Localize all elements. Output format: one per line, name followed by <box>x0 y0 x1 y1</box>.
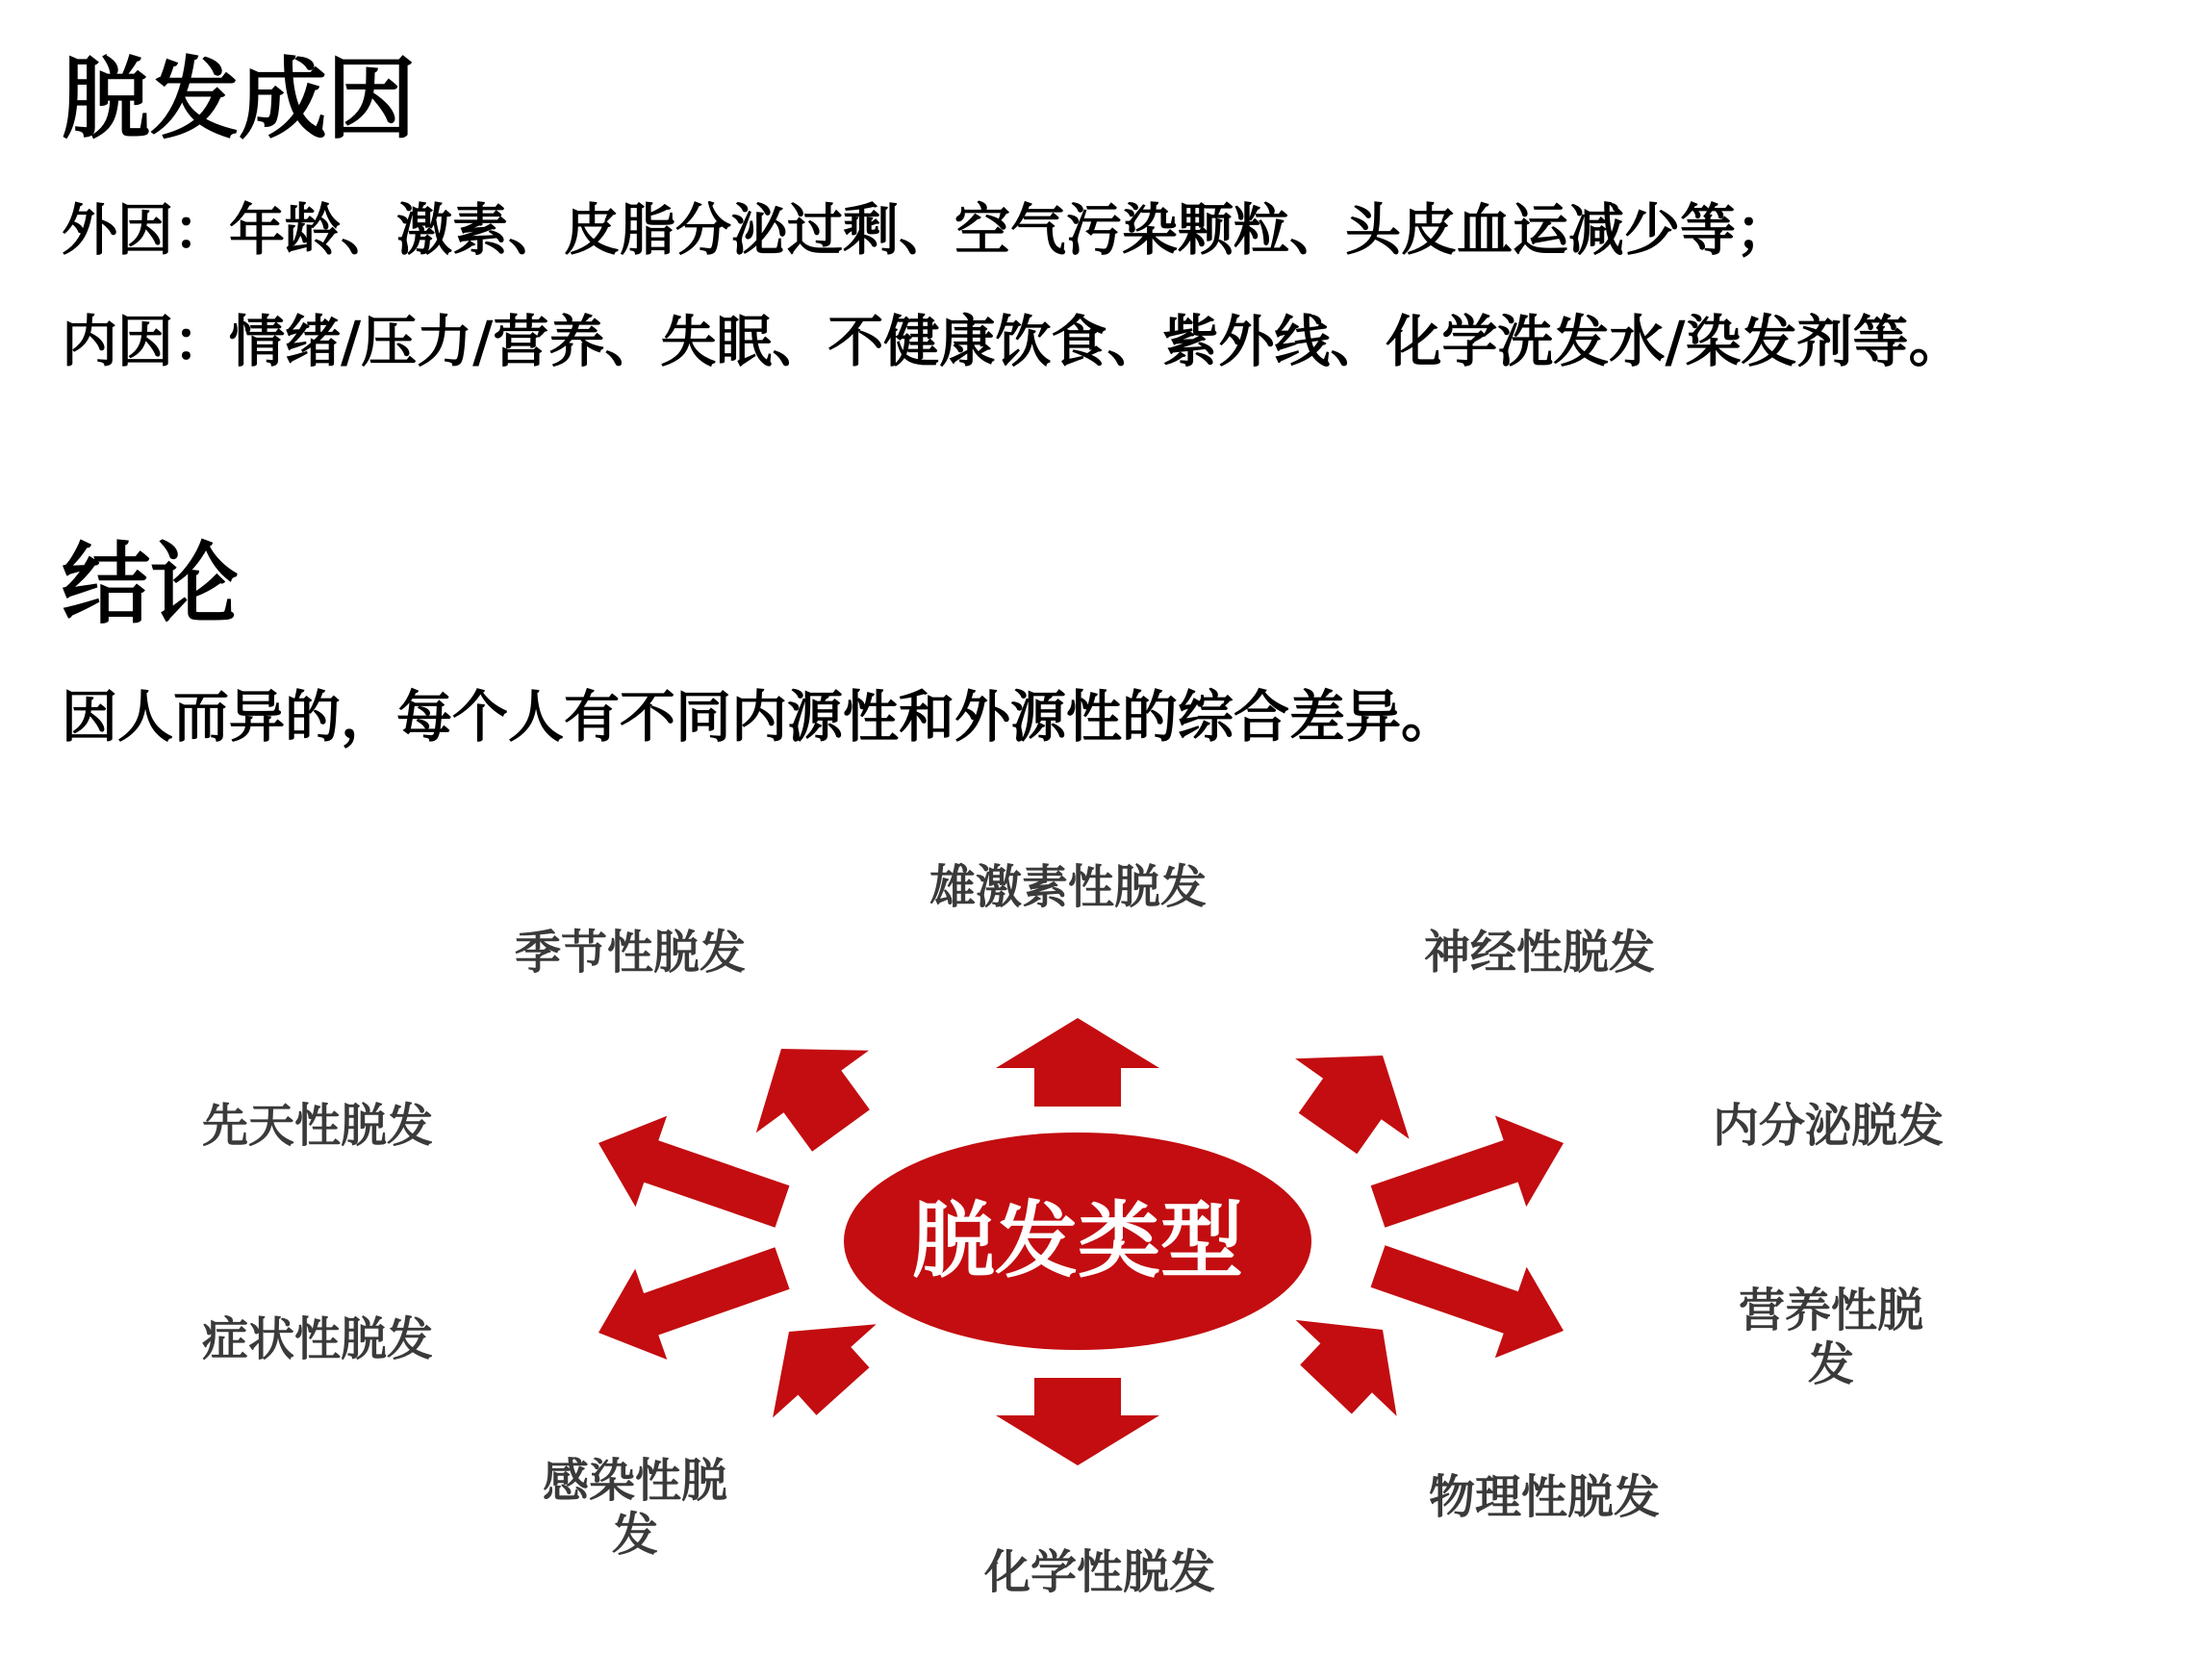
arrow-lower-left <box>773 1324 877 1417</box>
type-label-line: 先天性脱发 <box>201 1099 434 1153</box>
type-label-infectious <box>543 1454 727 1562</box>
type-label-seasonal <box>515 926 746 980</box>
type-label-line: 化学性脱发 <box>983 1545 1216 1599</box>
type-label-line: 物理性脱发 <box>1428 1470 1661 1524</box>
arrow-up <box>996 1018 1159 1107</box>
type-label-line: 神经性脱发 <box>1423 926 1656 980</box>
type-label-endocrine <box>1713 1099 1944 1153</box>
arrow-right-lower <box>1371 1245 1565 1358</box>
type-label-line: 季节性脱发 <box>514 926 747 980</box>
type-label-nutritional <box>1739 1284 1923 1391</box>
type-label-line: 症状性脱发 <box>201 1312 434 1366</box>
type-label-line: 营养性脱 <box>1738 1284 1924 1337</box>
type-label-androgenic <box>929 860 1207 914</box>
type-label-line: 雄激素性脱发 <box>929 860 1208 914</box>
external-causes-text: 外因：年龄、激素、皮脂分泌过剩、空气污染颗粒、头皮血运减少等； <box>62 197 1793 263</box>
arrow-right-upper <box>1371 1116 1564 1228</box>
arrow-down <box>996 1378 1159 1465</box>
causes-title: 脱发成因 <box>62 48 417 151</box>
arrow-left-upper <box>598 1116 790 1228</box>
conclusion-title: 结论 <box>62 533 240 636</box>
type-label-symptomatic <box>202 1312 433 1366</box>
type-label-physical <box>1429 1470 1660 1524</box>
type-label-line: 发 <box>611 1508 659 1562</box>
type-label-line: 发 <box>1807 1337 1855 1391</box>
arrow-upper-right <box>1295 1056 1410 1154</box>
arrow-upper-left <box>756 1049 870 1152</box>
type-label-neurogenic <box>1424 926 1655 980</box>
internal-causes-text: 内因：情绪/压力/营养、失眠、不健康饮食、紫外线、化学洗发水/染发剂等。 <box>62 309 1965 374</box>
arrow-lower-right <box>1296 1320 1397 1416</box>
conclusion-text: 因人而异的，每个人有不同内源性和外源性的综合差异。 <box>62 684 1458 750</box>
type-label-congenital <box>202 1099 433 1153</box>
type-label-line: 感染性脱 <box>542 1454 728 1508</box>
type-label-line: 内分泌脱发 <box>1712 1099 1945 1153</box>
center-label: 脱发类型 <box>912 1193 1243 1289</box>
arrow-left-lower <box>598 1247 790 1360</box>
type-label-chemical <box>983 1545 1215 1599</box>
